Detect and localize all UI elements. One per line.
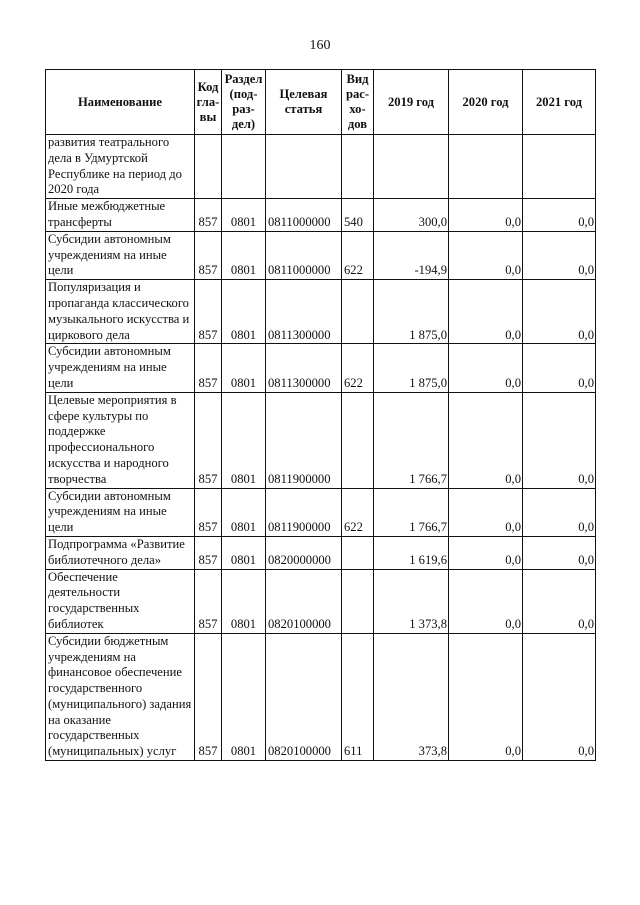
row-2019: 1 766,7 [374,488,449,536]
row-razdel: 0801 [222,231,266,279]
row-vid [342,569,374,633]
row-razdel [222,135,266,199]
row-glava: 857 [195,280,222,344]
row-name: Субсидии автономным учреждениям на иные цели [46,231,195,279]
header-row [46,70,596,135]
row-vid [342,135,374,199]
row-name: Подпрограмма «Развитие библиотечного дела» [46,536,195,569]
header-celevaya-line: статья [284,102,323,116]
header-name: Наименование [46,70,195,135]
table-row [46,536,596,569]
row-2019: 1 766,7 [374,392,449,488]
table-row [46,135,596,199]
row-2021: 0,0 [523,231,596,279]
header-vid-line: дов [347,117,368,131]
row-glava: 857 [195,392,222,488]
table-row [46,392,596,488]
row-razdel: 0801 [222,344,266,392]
row-2020: 0,0 [449,344,523,392]
row-name: развития театрального дела в Удмуртской Республике на период до 2020 года [46,135,195,199]
row-glava: 857 [195,344,222,392]
header-vid-line: рас- [345,87,370,101]
row-name: Субсидии бюджетным учреждениям на финансовое обеспечение государственного (муниципального) задания на оказание государственных (муниципальных) услуг [46,633,195,760]
table-row [46,344,596,392]
row-vid: 611 [342,633,374,760]
row-razdel: 0801 [222,280,266,344]
row-2020: 0,0 [449,280,523,344]
row-2019: 1 875,0 [374,344,449,392]
page-number: 160 [309,38,331,53]
header-2019: 2019 год [374,70,449,135]
row-2020: 0,0 [449,392,523,488]
row-glava: 857 [195,569,222,633]
header-razdel-line: раз- [232,102,255,116]
header-kod-glavy [195,70,222,135]
header-vid-line: Вид [346,72,369,86]
row-2020: 0,0 [449,536,523,569]
row-razdel: 0801 [222,392,266,488]
row-celevaya: 0811300000 [266,280,342,344]
row-2020: 0,0 [449,199,523,232]
row-2021 [523,135,596,199]
row-glava: 857 [195,231,222,279]
table-row [46,231,596,279]
header-celevaya-line: Целевая [279,87,328,101]
row-razdel: 0801 [222,633,266,760]
budget-table [45,69,596,761]
row-vid [342,536,374,569]
row-2019: 373,8 [374,633,449,760]
row-celevaya: 0811000000 [266,199,342,232]
row-glava: 857 [195,199,222,232]
row-glava: 857 [195,488,222,536]
row-celevaya: 0811900000 [266,392,342,488]
row-2021: 0,0 [523,199,596,232]
row-2019: 1 373,8 [374,569,449,633]
table-row [46,280,596,344]
row-glava: 857 [195,536,222,569]
row-celevaya [266,135,342,199]
row-celevaya: 0820100000 [266,569,342,633]
row-razdel: 0801 [222,569,266,633]
row-celevaya: 0820000000 [266,536,342,569]
row-vid: 622 [342,344,374,392]
row-name: Популяризация и пропаганда классического музыкального искусства и циркового дела [46,280,195,344]
row-2020 [449,135,523,199]
table-row [46,488,596,536]
row-name: Иные межбюджетные трансферты [46,199,195,232]
header-razdel-line: дел) [231,117,256,131]
row-2020: 0,0 [449,633,523,760]
row-vid [342,392,374,488]
header-kod-glavy-line: Код [197,79,219,94]
row-razdel: 0801 [222,199,266,232]
header-celevaya-statya [266,70,342,135]
header-2020: 2020 год [449,70,523,135]
row-2021: 0,0 [523,536,596,569]
row-glava: 857 [195,633,222,760]
row-2021: 0,0 [523,633,596,760]
row-celevaya: 0811000000 [266,231,342,279]
row-2021: 0,0 [523,344,596,392]
row-2021: 0,0 [523,569,596,633]
row-name: Субсидии автономным учреждениям на иные цели [46,488,195,536]
row-name: Обеспечение деятельности государственных библиотек [46,569,195,633]
table-row [46,199,596,232]
header-razdel-line: Раздел [224,72,263,86]
row-razdel: 0801 [222,488,266,536]
header-razdel [222,70,266,135]
row-celevaya: 0820100000 [266,633,342,760]
header-razdel-line: (под- [229,87,258,101]
row-celevaya: 0811300000 [266,344,342,392]
header-kod-glavy-line: гла- [196,94,220,109]
row-2019: -194,9 [374,231,449,279]
header-kod-glavy-line: вы [199,109,217,124]
row-celevaya: 0811900000 [266,488,342,536]
row-vid: 622 [342,488,374,536]
row-name: Целевые мероприятия в сфере культуры по поддержке профессионального искусства и народного творчества [46,392,195,488]
row-razdel: 0801 [222,536,266,569]
row-vid: 540 [342,199,374,232]
row-2020: 0,0 [449,488,523,536]
header-vid-line: хо- [349,102,366,116]
row-glava [195,135,222,199]
row-2021: 0,0 [523,488,596,536]
header-2021: 2021 год [523,70,596,135]
row-name: Субсидии автономным учреждениям на иные цели [46,344,195,392]
row-2019: 300,0 [374,199,449,232]
row-2021: 0,0 [523,392,596,488]
row-2019: 1 875,0 [374,280,449,344]
header-vid-rashodov [342,70,374,135]
table-row [46,569,596,633]
row-vid [342,280,374,344]
row-2021: 0,0 [523,280,596,344]
row-2020: 0,0 [449,569,523,633]
row-2019: 1 619,6 [374,536,449,569]
row-2019 [374,135,449,199]
table-row [46,633,596,760]
row-2020: 0,0 [449,231,523,279]
row-vid: 622 [342,231,374,279]
